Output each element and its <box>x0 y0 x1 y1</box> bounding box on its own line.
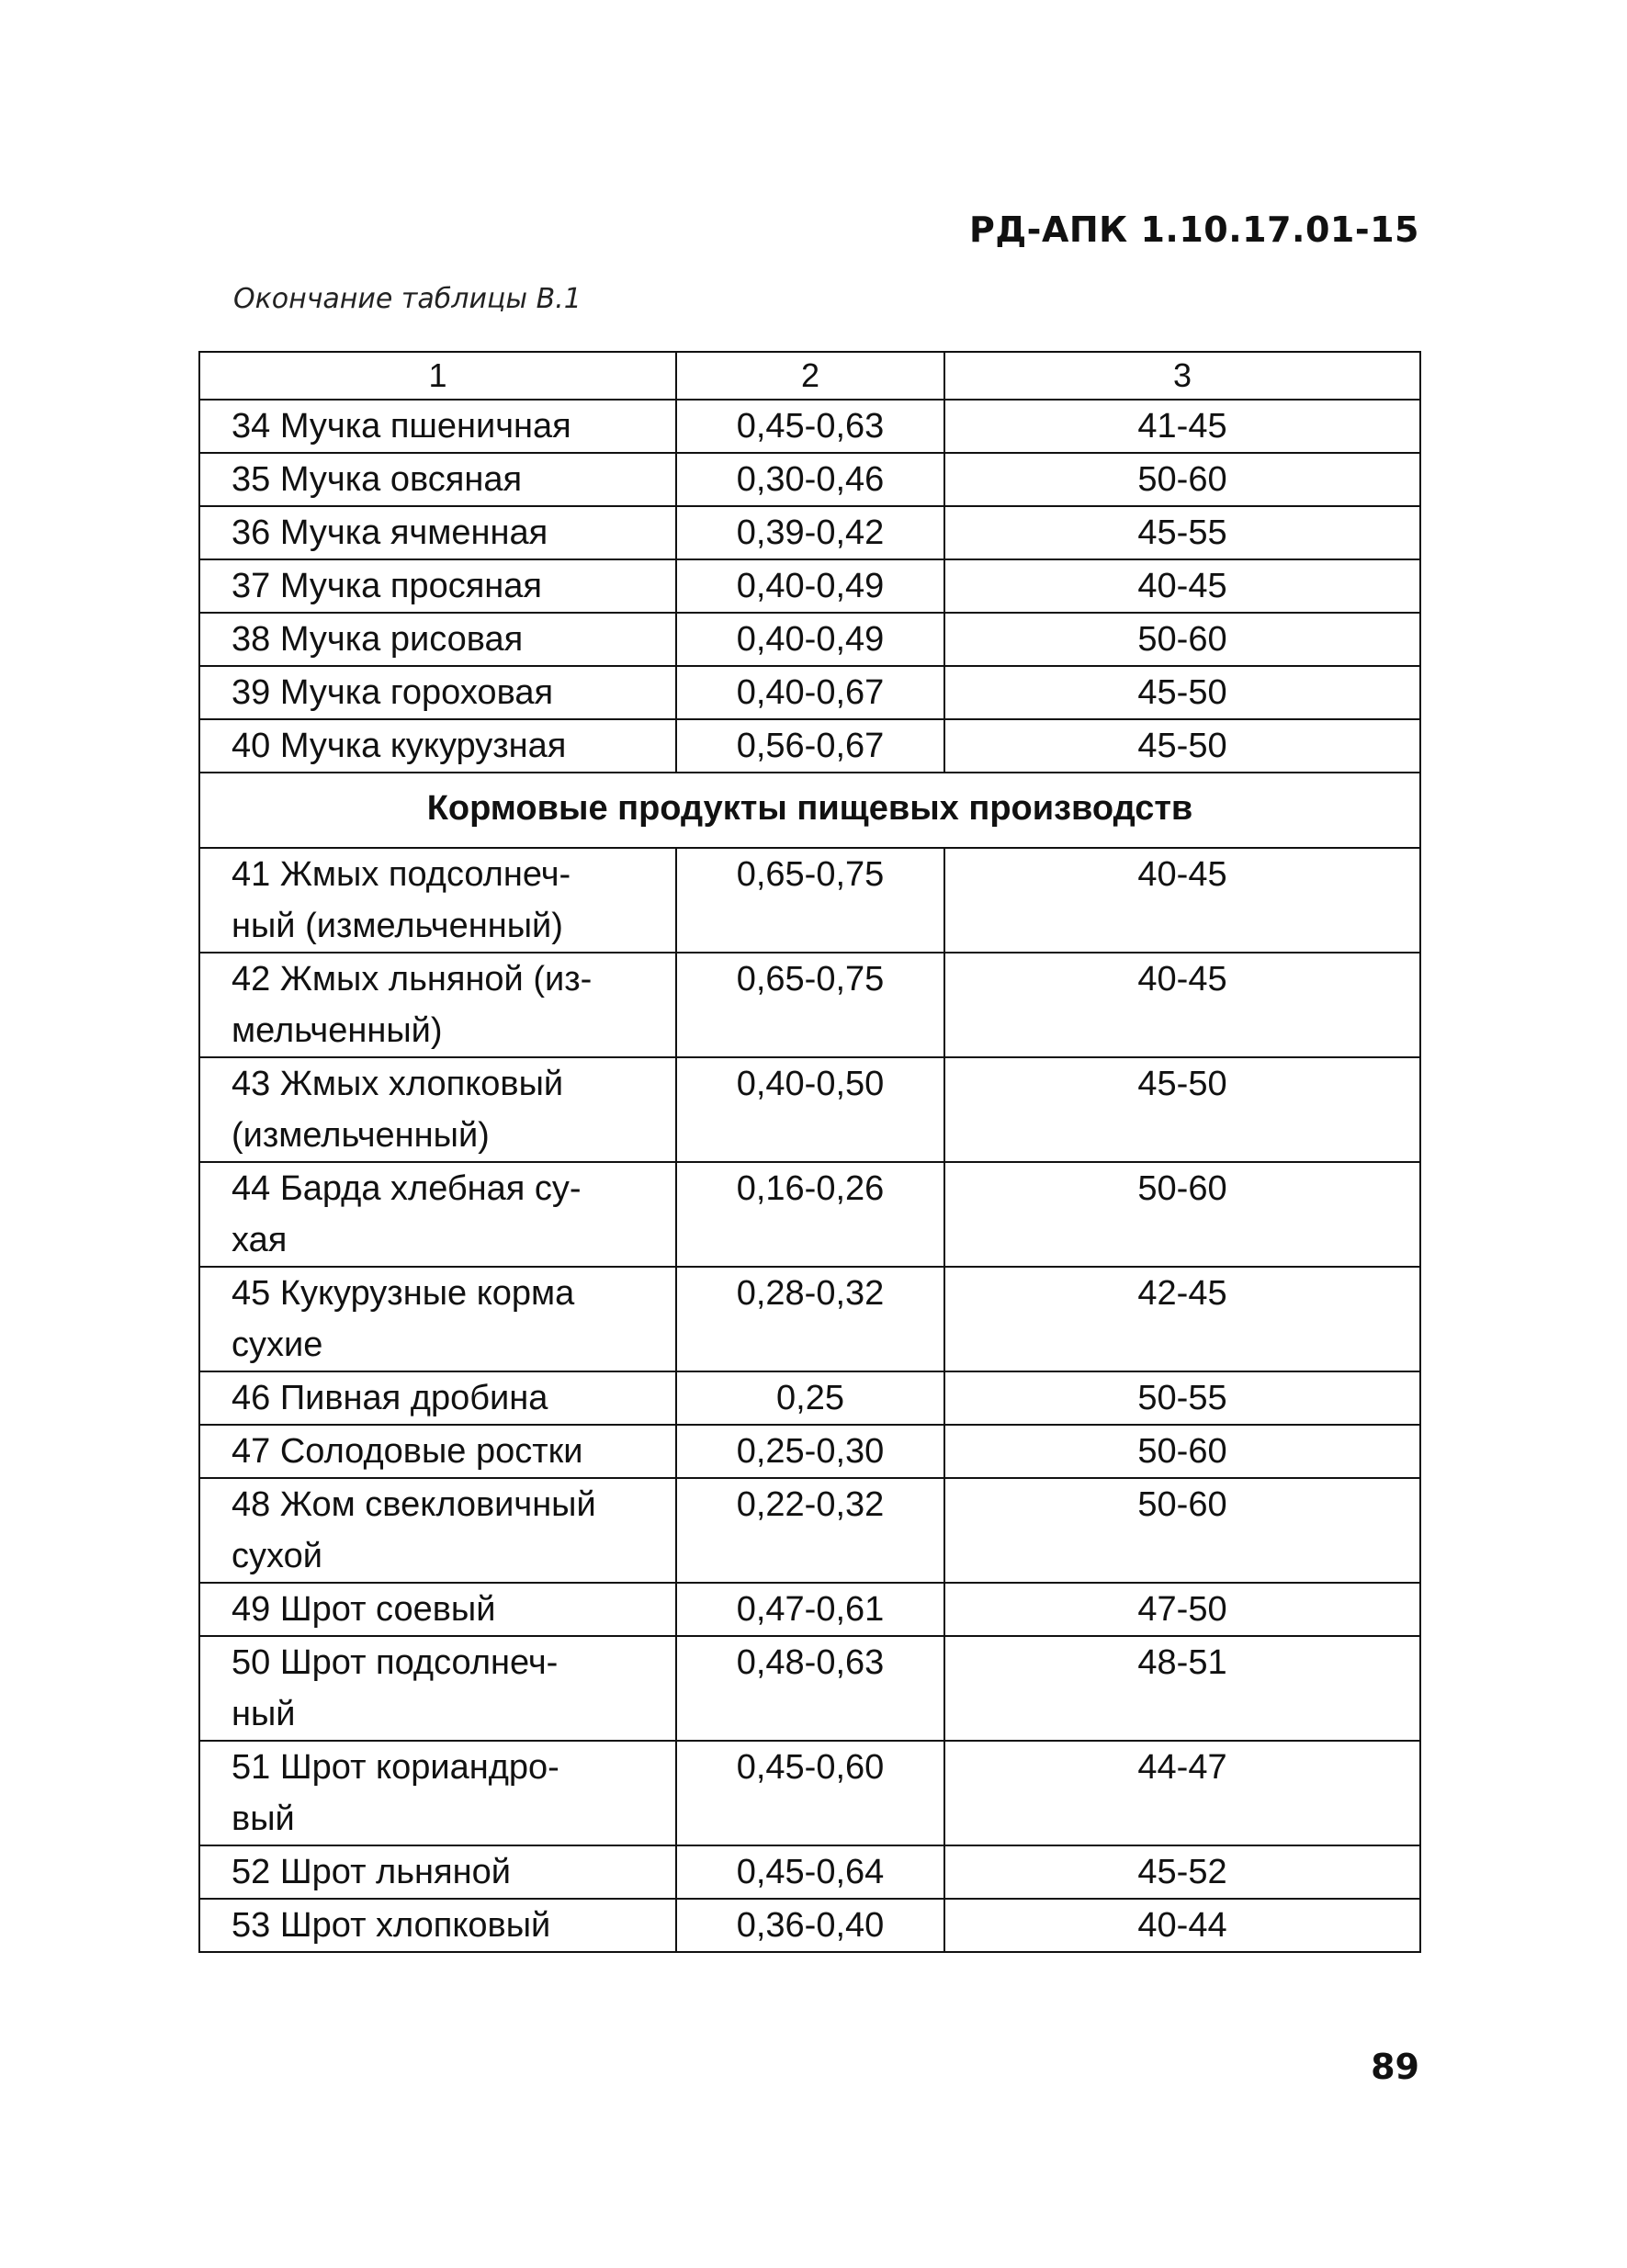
data-table <box>198 351 1421 1953</box>
table-row <box>199 1267 1420 1371</box>
table-row <box>199 1845 1420 1899</box>
range-cell: 0,56-0,67 <box>676 719 944 773</box>
range-cell: 0,40-0,67 <box>676 666 944 719</box>
product-name-line: сухой <box>232 1537 322 1575</box>
product-name-line: (измельченный) <box>232 1116 490 1155</box>
product-name-cell <box>199 1162 676 1267</box>
section-header-row <box>199 773 1420 848</box>
range-cell: 0,36-0,40 <box>676 1899 944 1952</box>
range-cell: 0,16-0,26 <box>676 1162 944 1267</box>
document-code: РД-АПК 1.10.17.01-15 <box>968 209 1419 250</box>
value-cell: 40-45 <box>944 953 1420 1057</box>
value-cell: 41-45 <box>944 400 1420 453</box>
range-cell: 0,47-0,61 <box>676 1583 944 1636</box>
page-number: 89 <box>1371 2047 1419 2087</box>
product-name-line: 51 Шрот кориандро- <box>232 1748 559 1787</box>
range-cell: 0,48-0,63 <box>676 1636 944 1741</box>
product-name-cell <box>199 1636 676 1741</box>
product-name-cell: 36 Мучка ячменная <box>199 506 676 559</box>
value-cell: 50-60 <box>944 1162 1420 1267</box>
range-cell: 0,40-0,49 <box>676 613 944 666</box>
table-row <box>199 1583 1420 1636</box>
column-header-3: 3 <box>944 352 1420 400</box>
value-cell: 45-50 <box>944 1057 1420 1162</box>
range-cell: 0,40-0,50 <box>676 1057 944 1162</box>
value-cell: 50-60 <box>944 613 1420 666</box>
product-name-cell: 37 Мучка просяная <box>199 559 676 613</box>
product-name-cell <box>199 1057 676 1162</box>
value-cell: 40-44 <box>944 1899 1420 1952</box>
table-row <box>199 559 1420 613</box>
product-name-cell: 46 Пивная дробина <box>199 1371 676 1425</box>
range-cell: 0,30-0,46 <box>676 453 944 506</box>
value-cell: 45-50 <box>944 719 1420 773</box>
product-name-cell: 38 Мучка рисовая <box>199 613 676 666</box>
product-name-cell: 49 Шрот соевый <box>199 1583 676 1636</box>
value-cell: 50-60 <box>944 1478 1420 1583</box>
product-name-cell: 39 Мучка гороховая <box>199 666 676 719</box>
product-name-line: мельченный) <box>232 1011 443 1050</box>
table-row <box>199 1425 1420 1478</box>
table-row <box>199 1478 1420 1583</box>
product-name-cell <box>199 1478 676 1583</box>
range-cell: 0,25 <box>676 1371 944 1425</box>
product-name-cell <box>199 848 676 953</box>
product-name-cell: 47 Солодовые ростки <box>199 1425 676 1478</box>
table-row <box>199 613 1420 666</box>
table-row <box>199 1162 1420 1267</box>
product-name-line: 42 Жмых льняной (из- <box>232 960 593 999</box>
table-row <box>199 719 1420 773</box>
value-cell: 40-45 <box>944 559 1420 613</box>
value-cell: 47-50 <box>944 1583 1420 1636</box>
table-row <box>199 400 1420 453</box>
product-name-line: 48 Жом свекловичный <box>232 1485 596 1524</box>
table-row <box>199 506 1420 559</box>
product-name-line: сухие <box>232 1326 323 1364</box>
product-name-line: 45 Кукурузные корма <box>232 1274 575 1313</box>
product-name-line: 44 Барда хлебная су- <box>232 1169 582 1208</box>
table-row <box>199 1741 1420 1845</box>
table-row <box>199 953 1420 1057</box>
product-name-cell <box>199 1741 676 1845</box>
range-cell: 0,45-0,63 <box>676 400 944 453</box>
range-cell: 0,40-0,49 <box>676 559 944 613</box>
range-cell: 0,39-0,42 <box>676 506 944 559</box>
range-cell: 0,28-0,32 <box>676 1267 944 1371</box>
product-name-line: 41 Жмых подсолнеч- <box>232 855 571 894</box>
table-row <box>199 666 1420 719</box>
table-row <box>199 1057 1420 1162</box>
value-cell: 42-45 <box>944 1267 1420 1371</box>
range-cell: 0,45-0,60 <box>676 1741 944 1845</box>
table-row <box>199 848 1420 953</box>
range-cell: 0,25-0,30 <box>676 1425 944 1478</box>
section-title: Кормовые продукты пищевых производств <box>199 773 1420 848</box>
product-name-cell: 40 Мучка кукурузная <box>199 719 676 773</box>
product-name-line: 50 Шрот подсолнеч- <box>232 1643 559 1682</box>
product-name-cell: 52 Шрот льняной <box>199 1845 676 1899</box>
value-cell: 50-60 <box>944 453 1420 506</box>
table-row <box>199 1636 1420 1741</box>
range-cell: 0,45-0,64 <box>676 1845 944 1899</box>
value-cell: 45-50 <box>944 666 1420 719</box>
table-row <box>199 1371 1420 1425</box>
value-cell: 50-60 <box>944 1425 1420 1478</box>
range-cell: 0,65-0,75 <box>676 848 944 953</box>
product-name-cell: 53 Шрот хлопковый <box>199 1899 676 1952</box>
table-header-row <box>199 352 1420 400</box>
product-name-cell <box>199 953 676 1057</box>
product-name-cell: 35 Мучка овсяная <box>199 453 676 506</box>
product-name-line: вый <box>232 1800 295 1838</box>
column-header-1: 1 <box>199 352 676 400</box>
value-cell: 45-52 <box>944 1845 1420 1899</box>
value-cell: 50-55 <box>944 1371 1420 1425</box>
table-row <box>199 453 1420 506</box>
column-header-2: 2 <box>676 352 944 400</box>
range-cell: 0,65-0,75 <box>676 953 944 1057</box>
product-name-line: ный <box>232 1695 296 1733</box>
value-cell: 40-45 <box>944 848 1420 953</box>
table-row <box>199 1899 1420 1952</box>
value-cell: 45-55 <box>944 506 1420 559</box>
table-caption: Окончание таблицы В.1 <box>233 283 582 315</box>
product-name-line: 43 Жмых хлопковый <box>232 1065 564 1103</box>
product-name-cell: 34 Мучка пшеничная <box>199 400 676 453</box>
value-cell: 44-47 <box>944 1741 1420 1845</box>
product-name-line: ный (измельченный) <box>232 907 563 945</box>
product-name-line: хая <box>232 1221 288 1259</box>
range-cell: 0,22-0,32 <box>676 1478 944 1583</box>
product-name-cell <box>199 1267 676 1371</box>
value-cell: 48-51 <box>944 1636 1420 1741</box>
